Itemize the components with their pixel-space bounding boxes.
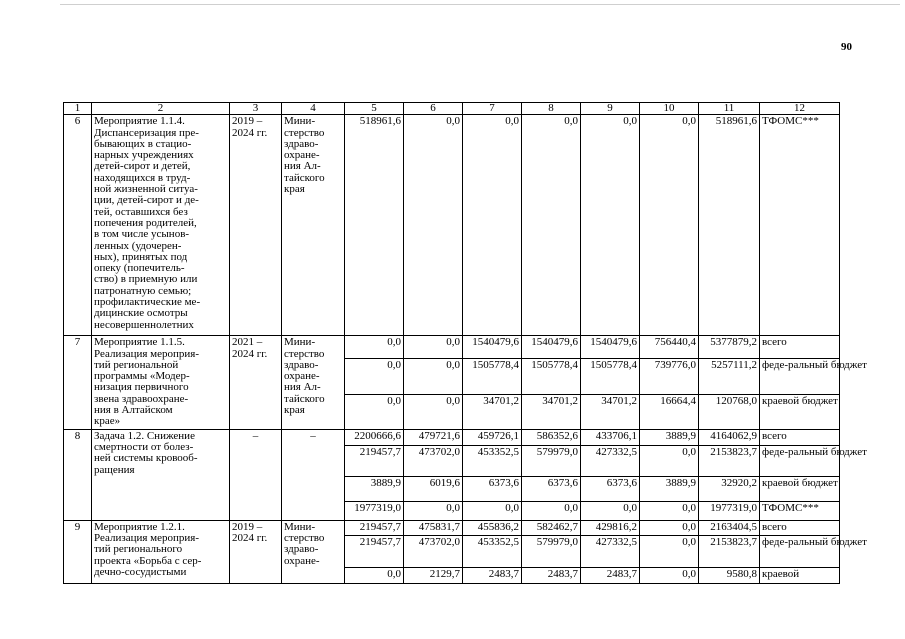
period-line: 2019 – <box>232 115 263 128</box>
executor-line: тайского <box>284 171 325 184</box>
activity-name-line: нарных учреждениях <box>94 149 194 162</box>
amount-cell: 473702,0 <box>404 445 463 476</box>
amount-cell: 739776,0 <box>640 359 699 395</box>
amount-cell: 2163404,5 <box>699 520 760 535</box>
amount-cell: 756440,4 <box>640 336 699 359</box>
executor-line: здраво- <box>284 543 319 556</box>
executor-line: края <box>284 183 305 196</box>
table-row <box>64 520 840 535</box>
budget-table <box>63 102 867 584</box>
executor <box>282 115 345 336</box>
executor-line: охране- <box>284 370 320 383</box>
table-row <box>64 336 840 359</box>
amount-cell: 1505778,4 <box>581 359 640 395</box>
amount-cell: 34701,2 <box>463 395 522 430</box>
amount-cell: 0,0 <box>404 359 463 395</box>
amount-cell: 1977319,0 <box>699 501 760 520</box>
activity-name-line: дечно-сосудистыми <box>94 565 187 578</box>
activity-name-line: дицинские осмотры <box>94 307 188 320</box>
amount-cell: 0,0 <box>522 115 581 336</box>
amount-cell: 219457,7 <box>345 445 404 476</box>
executor-line: стерство <box>284 126 325 139</box>
activity-name-line: проекта «Борьба с сер- <box>94 554 202 567</box>
amount-cell: 582462,7 <box>522 520 581 535</box>
activity-name-line: тий региональной <box>94 358 179 371</box>
amount-cell: 2153823,7 <box>699 445 760 476</box>
amount-cell: 4164062,9 <box>699 429 760 445</box>
amount-cell: 0,0 <box>640 520 699 535</box>
activity-name-line: Мероприятие 1.1.5. <box>94 336 185 349</box>
activity-name-line: Мероприятие 1.1.4. <box>94 115 185 128</box>
activity-name <box>92 520 230 583</box>
period-line: 2021 – <box>232 336 263 349</box>
amount-cell: 0,0 <box>522 501 581 520</box>
funding-source: феде-ральный бюджет <box>760 535 840 567</box>
activity-name-line: ной жизненной ситуа- <box>94 183 198 196</box>
executor-line: здраво- <box>284 137 319 150</box>
amount-cell: 0,0 <box>404 501 463 520</box>
period-line: 2019 – <box>232 520 263 533</box>
amount-cell: 5257111,2 <box>699 359 760 395</box>
amount-cell: 0,0 <box>581 501 640 520</box>
activity-name-line: звена здравоохране- <box>94 392 189 405</box>
col-header: 6 <box>404 103 463 115</box>
funding-source: ТФОМС*** <box>760 115 840 336</box>
amount-cell: 429816,2 <box>581 520 640 535</box>
funding-source: всего <box>760 520 840 535</box>
col-header: 7 <box>463 103 522 115</box>
amount-cell: 6373,6 <box>522 476 581 501</box>
activity-name-line: программы «Модер- <box>94 370 190 383</box>
amount-cell: 0,0 <box>404 115 463 336</box>
amount-cell: 0,0 <box>640 501 699 520</box>
activity-name-line: тий регионального <box>94 543 183 556</box>
executor-line: Мини- <box>284 520 316 533</box>
funding-source: феде-ральный бюджет <box>760 445 840 476</box>
amount-cell: 475831,7 <box>404 520 463 535</box>
activity-name <box>92 429 230 520</box>
activity-name-line: детей-сирот и детей, <box>94 160 191 173</box>
executor-line: тайского <box>284 392 325 405</box>
table-row <box>64 429 840 445</box>
amount-cell: 1540479,6 <box>463 336 522 359</box>
amount-cell: 9580,8 <box>699 567 760 583</box>
amount-cell: 0,0 <box>640 445 699 476</box>
col-header: 4 <box>282 103 345 115</box>
implementation-period <box>230 115 282 336</box>
activity-name-line: бывающих в стацио- <box>94 137 192 150</box>
amount-cell: 453352,5 <box>463 535 522 567</box>
implementation-period <box>230 336 282 429</box>
amount-cell: 0,0 <box>404 395 463 430</box>
amount-cell: 219457,7 <box>345 520 404 535</box>
page-number: 90 <box>841 41 852 53</box>
amount-cell: 0,0 <box>640 115 699 336</box>
amount-cell: 579979,0 <box>522 445 581 476</box>
activity-name-line: опеку (попечитель- <box>94 262 185 275</box>
scan-edge-line <box>60 4 900 5</box>
activity-name-line: ных), принятых под <box>94 250 188 263</box>
amount-cell: 16664,4 <box>640 395 699 430</box>
amount-cell: 34701,2 <box>522 395 581 430</box>
amount-cell: 120768,0 <box>699 395 760 430</box>
amount-cell: 433706,1 <box>581 429 640 445</box>
funding-source: краевой <box>760 567 840 583</box>
amount-cell: 0,0 <box>345 336 404 359</box>
row-number: 7 <box>64 336 92 429</box>
period-line: 2024 гг. <box>232 531 268 544</box>
funding-source: краевой бюджет <box>760 476 840 501</box>
executor-line: охране- <box>284 554 320 567</box>
amount-cell: 459726,1 <box>463 429 522 445</box>
executor-line: стерство <box>284 531 325 544</box>
executor-line: края <box>284 404 305 417</box>
activity-name-line: ния в Алтайском <box>94 404 173 417</box>
activity-name <box>92 115 230 336</box>
amount-cell: 219457,7 <box>345 535 404 567</box>
amount-cell: 1977319,0 <box>345 501 404 520</box>
activity-name-line: профилактические ме- <box>94 296 201 309</box>
executor-line: Мини- <box>284 115 316 128</box>
column-number-row <box>64 103 840 115</box>
amount-cell: 32920,2 <box>699 476 760 501</box>
col-header: 3 <box>230 103 282 115</box>
amount-cell: 518961,6 <box>699 115 760 336</box>
activity-name-line: ней системы кровооб- <box>94 452 198 465</box>
amount-cell: 1505778,4 <box>463 359 522 395</box>
amount-cell: 473702,0 <box>404 535 463 567</box>
amount-cell: 3889,9 <box>345 476 404 501</box>
activity-name-line: находящихся в труд- <box>94 171 191 184</box>
executor-line: охране- <box>284 149 320 162</box>
amount-cell: 518961,6 <box>345 115 404 336</box>
amount-cell: 0,0 <box>640 535 699 567</box>
activity-name-line: ции, детей-сирот и де- <box>94 194 199 207</box>
amount-cell: 2483,7 <box>463 567 522 583</box>
activity-name-line: несовершеннолетних <box>94 318 194 331</box>
col-header: 2 <box>92 103 230 115</box>
amount-cell: 2483,7 <box>581 567 640 583</box>
executor <box>282 336 345 429</box>
activity-name-line: ращения <box>94 463 135 476</box>
executor-line: стерство <box>284 347 325 360</box>
col-header: 9 <box>581 103 640 115</box>
activity-name-line: низация первичного <box>94 381 189 394</box>
col-header: 5 <box>345 103 404 115</box>
activity-name <box>92 336 230 429</box>
activity-name-line: крае» <box>94 415 121 428</box>
implementation-period <box>230 520 282 583</box>
funding-source: ТФОМС*** <box>760 501 840 520</box>
executor <box>282 520 345 583</box>
amount-cell: 0,0 <box>345 567 404 583</box>
executor-line: ния Ал- <box>284 160 321 173</box>
amount-cell: 3889,9 <box>640 429 699 445</box>
col-header: 1 <box>64 103 92 115</box>
period-line: – <box>252 429 259 442</box>
col-header: 8 <box>522 103 581 115</box>
table-row <box>64 115 840 336</box>
funding-source: всего <box>760 336 840 359</box>
amount-cell: 0,0 <box>463 115 522 336</box>
amount-cell: 5377879,2 <box>699 336 760 359</box>
period-line: 2024 гг. <box>232 347 268 360</box>
amount-cell: 1540479,6 <box>522 336 581 359</box>
activity-name-line: Реализация мероприя- <box>94 531 199 544</box>
activity-name-line: тей, оставшихся без <box>94 205 188 218</box>
amount-cell: 1505778,4 <box>522 359 581 395</box>
amount-cell: 0,0 <box>404 336 463 359</box>
amount-cell: 3889,9 <box>640 476 699 501</box>
amount-cell: 0,0 <box>640 567 699 583</box>
amount-cell: 6373,6 <box>463 476 522 501</box>
activity-name-line: ство) в приемную или <box>94 273 198 286</box>
amount-cell: 427332,5 <box>581 535 640 567</box>
amount-cell: 0,0 <box>463 501 522 520</box>
funding-source: феде-ральный бюджет <box>760 359 840 395</box>
executor-line: ния Ал- <box>284 381 321 394</box>
activity-name-line: в том числе усынов- <box>94 228 190 241</box>
amount-cell: 0,0 <box>345 395 404 430</box>
executor-line: Мини- <box>284 336 316 349</box>
implementation-period <box>230 429 282 520</box>
activity-name-line: Задача 1.2. Снижение <box>94 429 195 442</box>
activity-name-line: попечения родителей, <box>94 216 197 229</box>
amount-cell: 579979,0 <box>522 535 581 567</box>
activity-name-line: Диспансеризация пре- <box>94 126 199 139</box>
activity-name-line: патронатную семью; <box>94 284 192 297</box>
col-header: 11 <box>699 103 760 115</box>
executor-line: – <box>310 429 316 442</box>
amount-cell: 453352,5 <box>463 445 522 476</box>
amount-cell: 455836,2 <box>463 520 522 535</box>
activity-name-line: ленных (удочерен- <box>94 239 182 252</box>
amount-cell: 2129,7 <box>404 567 463 583</box>
amount-cell: 0,0 <box>345 359 404 395</box>
amount-cell: 1540479,6 <box>581 336 640 359</box>
amount-cell: 2153823,7 <box>699 535 760 567</box>
col-header: 12 <box>760 103 840 115</box>
period-line: 2024 гг. <box>232 126 268 139</box>
amount-cell: 2200666,6 <box>345 429 404 445</box>
amount-cell: 6019,6 <box>404 476 463 501</box>
amount-cell: 34701,2 <box>581 395 640 430</box>
row-number: 8 <box>64 429 92 520</box>
funding-source: краевой бюджет <box>760 395 840 430</box>
activity-name-line: Мероприятие 1.2.1. <box>94 520 185 533</box>
activity-name-line: Реализация мероприя- <box>94 347 199 360</box>
row-number: 9 <box>64 520 92 583</box>
amount-cell: 479721,6 <box>404 429 463 445</box>
amount-cell: 586352,6 <box>522 429 581 445</box>
executor-line: здраво- <box>284 358 319 371</box>
row-number: 6 <box>64 115 92 336</box>
activity-name-line: смертности от болез- <box>94 440 194 453</box>
funding-source: всего <box>760 429 840 445</box>
amount-cell: 2483,7 <box>522 567 581 583</box>
amount-cell: 427332,5 <box>581 445 640 476</box>
executor <box>282 429 345 520</box>
amount-cell: 0,0 <box>581 115 640 336</box>
amount-cell: 6373,6 <box>581 476 640 501</box>
col-header: 10 <box>640 103 699 115</box>
